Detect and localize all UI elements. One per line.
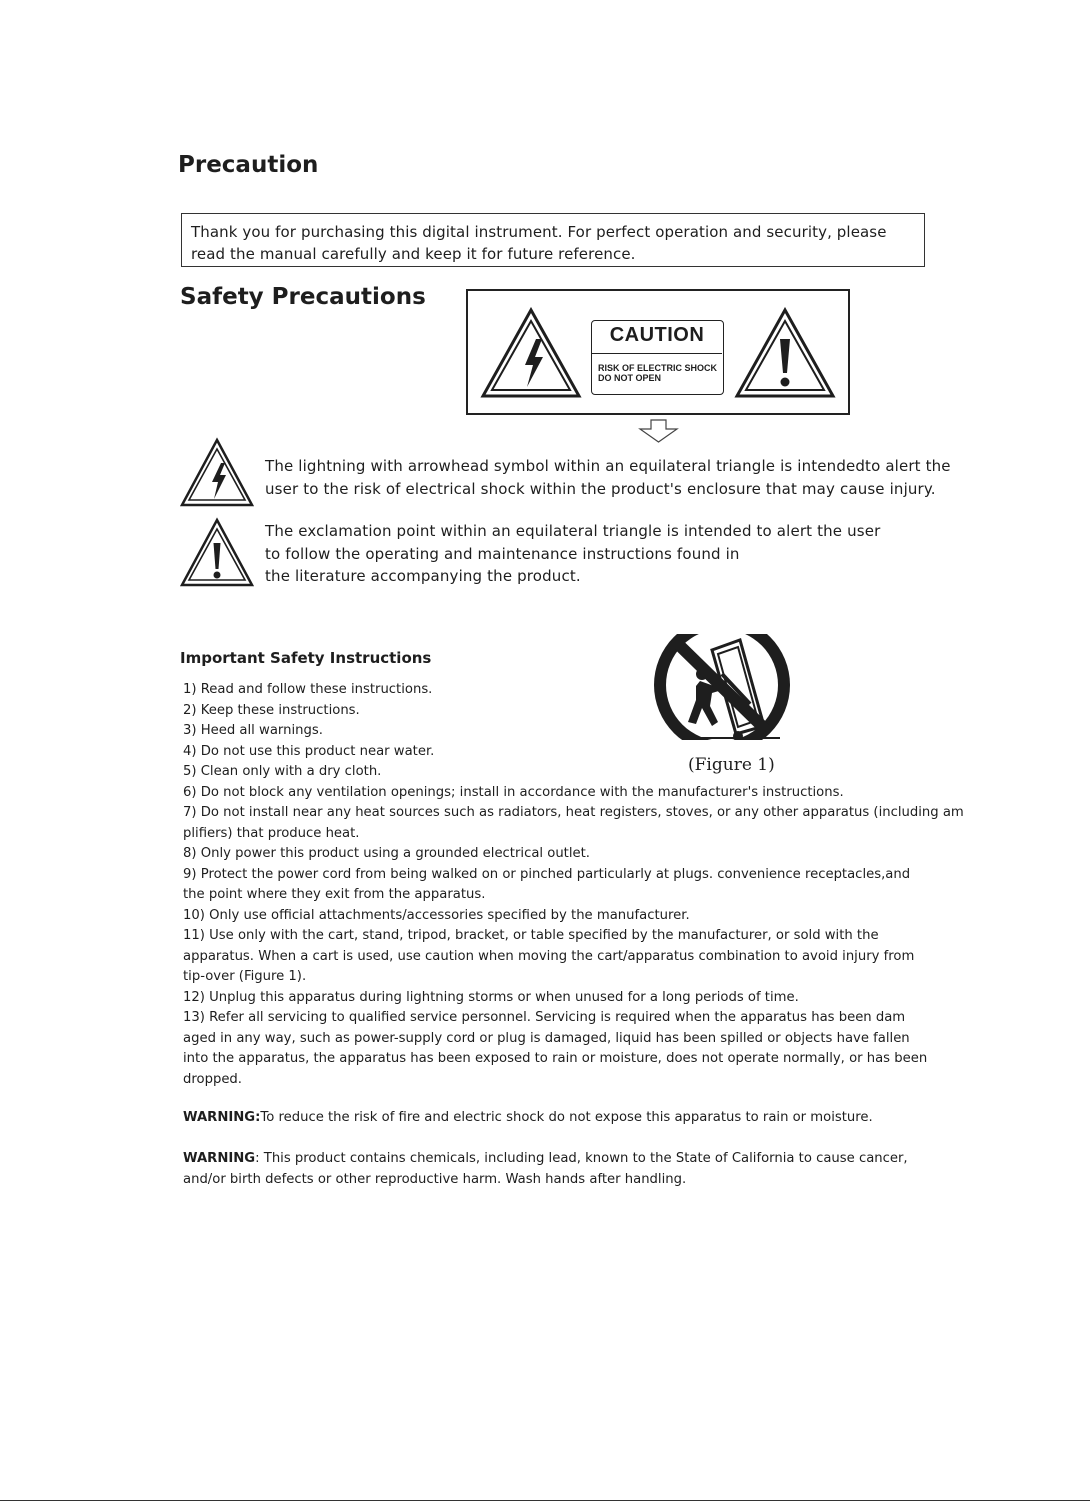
- intro-box: [181, 213, 925, 267]
- list-item: 6) Do not block any ventilation openings; install in accordance with the manufacturer's instructions.: [183, 784, 844, 800]
- warning-text: and/or birth defects or other reproductive harm. Wash hands after handling.: [183, 1171, 687, 1187]
- page-title: Precaution: [178, 152, 319, 178]
- list-item: 4) Do not use this product near water.: [183, 743, 435, 759]
- list-item: 11) Use only with the cart, stand, tripod, bracket, or table specified by the manufacturer, or sold with the: [183, 928, 879, 943]
- warning-prop65: [183, 1149, 908, 1190]
- text-line: to follow the operating and maintenance instructions found in: [265, 544, 740, 563]
- list-item: 5) Clean only with a dry cloth.: [183, 764, 382, 779]
- list-item: aged in any way, such as power-supply cord or plug is damaged, liquid has been spilled or objects have fallen: [183, 1030, 910, 1046]
- intro-line: Thank you for purchasing this digital instrument. For perfect operation and security, please: [191, 223, 887, 241]
- caution-subtext-line: DO NOT OPEN: [598, 373, 662, 383]
- divider: [0, 1500, 1090, 1501]
- instructions-heading: Important Safety Instructions: [180, 649, 432, 667]
- list-item: 8) Only power this product using a grounded electrical outlet.: [183, 846, 590, 861]
- down-arrow-icon: [638, 418, 680, 444]
- list-item: 12) Unplug this apparatus during lightning storms or when unused for a long periods of time.: [183, 989, 799, 1005]
- caution-subtext: [598, 363, 717, 383]
- list-item: plifiers) that produce heat.: [183, 825, 360, 841]
- lightning-explanation: [265, 455, 951, 500]
- caution-word: CAUTION: [609, 324, 705, 346]
- list-item: 7) Do not install near any heat sources such as radiators, heat registers, stoves, or any other apparatus (including am: [183, 805, 964, 820]
- list-item: 1) Read and follow these instructions.: [183, 682, 433, 697]
- exclamation-triangle-icon: [179, 517, 255, 589]
- list-item: 2) Keep these instructions.: [183, 702, 360, 718]
- text-line: The lightning with arrowhead symbol within an equilateral triangle is intendedto alert the: [265, 457, 951, 475]
- warning-rain: [183, 1108, 873, 1129]
- lightning-triangle-icon: [480, 307, 582, 399]
- caution-subtext-line: RISK OF ELECTRIC SHOCK: [598, 363, 718, 373]
- list-item: the point where they exit from the apparatus.: [183, 887, 486, 902]
- divider: [592, 353, 722, 354]
- instructions-list: [183, 680, 964, 1090]
- text-line: user to the risk of electrical shock within the product's enclosure that may cause injury.: [265, 479, 936, 498]
- text-line: The exclamation point within an equilateral triangle is intended to alert the user: [265, 522, 881, 540]
- list-item: dropped.: [183, 1071, 242, 1087]
- caution-label: [591, 320, 724, 395]
- figure-caption: (Figure 1): [688, 755, 775, 775]
- warning-label: WARNING:: [183, 1110, 261, 1125]
- warning-text: : This product contains chemicals, including lead, known to the State of California to cause cancer,: [255, 1151, 908, 1166]
- list-item: into the apparatus, the apparatus has been exposed to rain or moisture, does not operate normally, or has been: [183, 1051, 928, 1066]
- intro-line: read the manual carefully and keep it for future reference.: [191, 245, 636, 263]
- text-line: the literature accompanying the product.: [265, 567, 581, 585]
- lightning-triangle-icon: [179, 437, 255, 509]
- warning-label: WARNING: [183, 1151, 256, 1166]
- list-item: 9) Protect the power cord from being walked on or pinched particularly at plugs. convenience receptacles,and: [183, 866, 911, 882]
- list-item: 13) Refer all servicing to qualified service personnel. Servicing is required when the apparatus has been dam: [183, 1010, 906, 1025]
- list-item: 3) Heed all warnings.: [183, 723, 323, 738]
- warning-text: To reduce the risk of fire and electric shock do not expose this apparatus to rain or moisture.: [260, 1110, 873, 1125]
- exclamation-triangle-icon: [734, 307, 836, 399]
- list-item: apparatus. When a cart is used, use caution when moving the cart/apparatus combination to avoid injury from: [183, 948, 915, 964]
- section-title: Safety Precautions: [180, 284, 426, 310]
- list-item: 10) Only use official attachments/accessories specified by the manufacturer.: [183, 907, 690, 923]
- exclamation-explanation: [265, 520, 880, 588]
- list-item: tip-over (Figure 1).: [183, 969, 307, 984]
